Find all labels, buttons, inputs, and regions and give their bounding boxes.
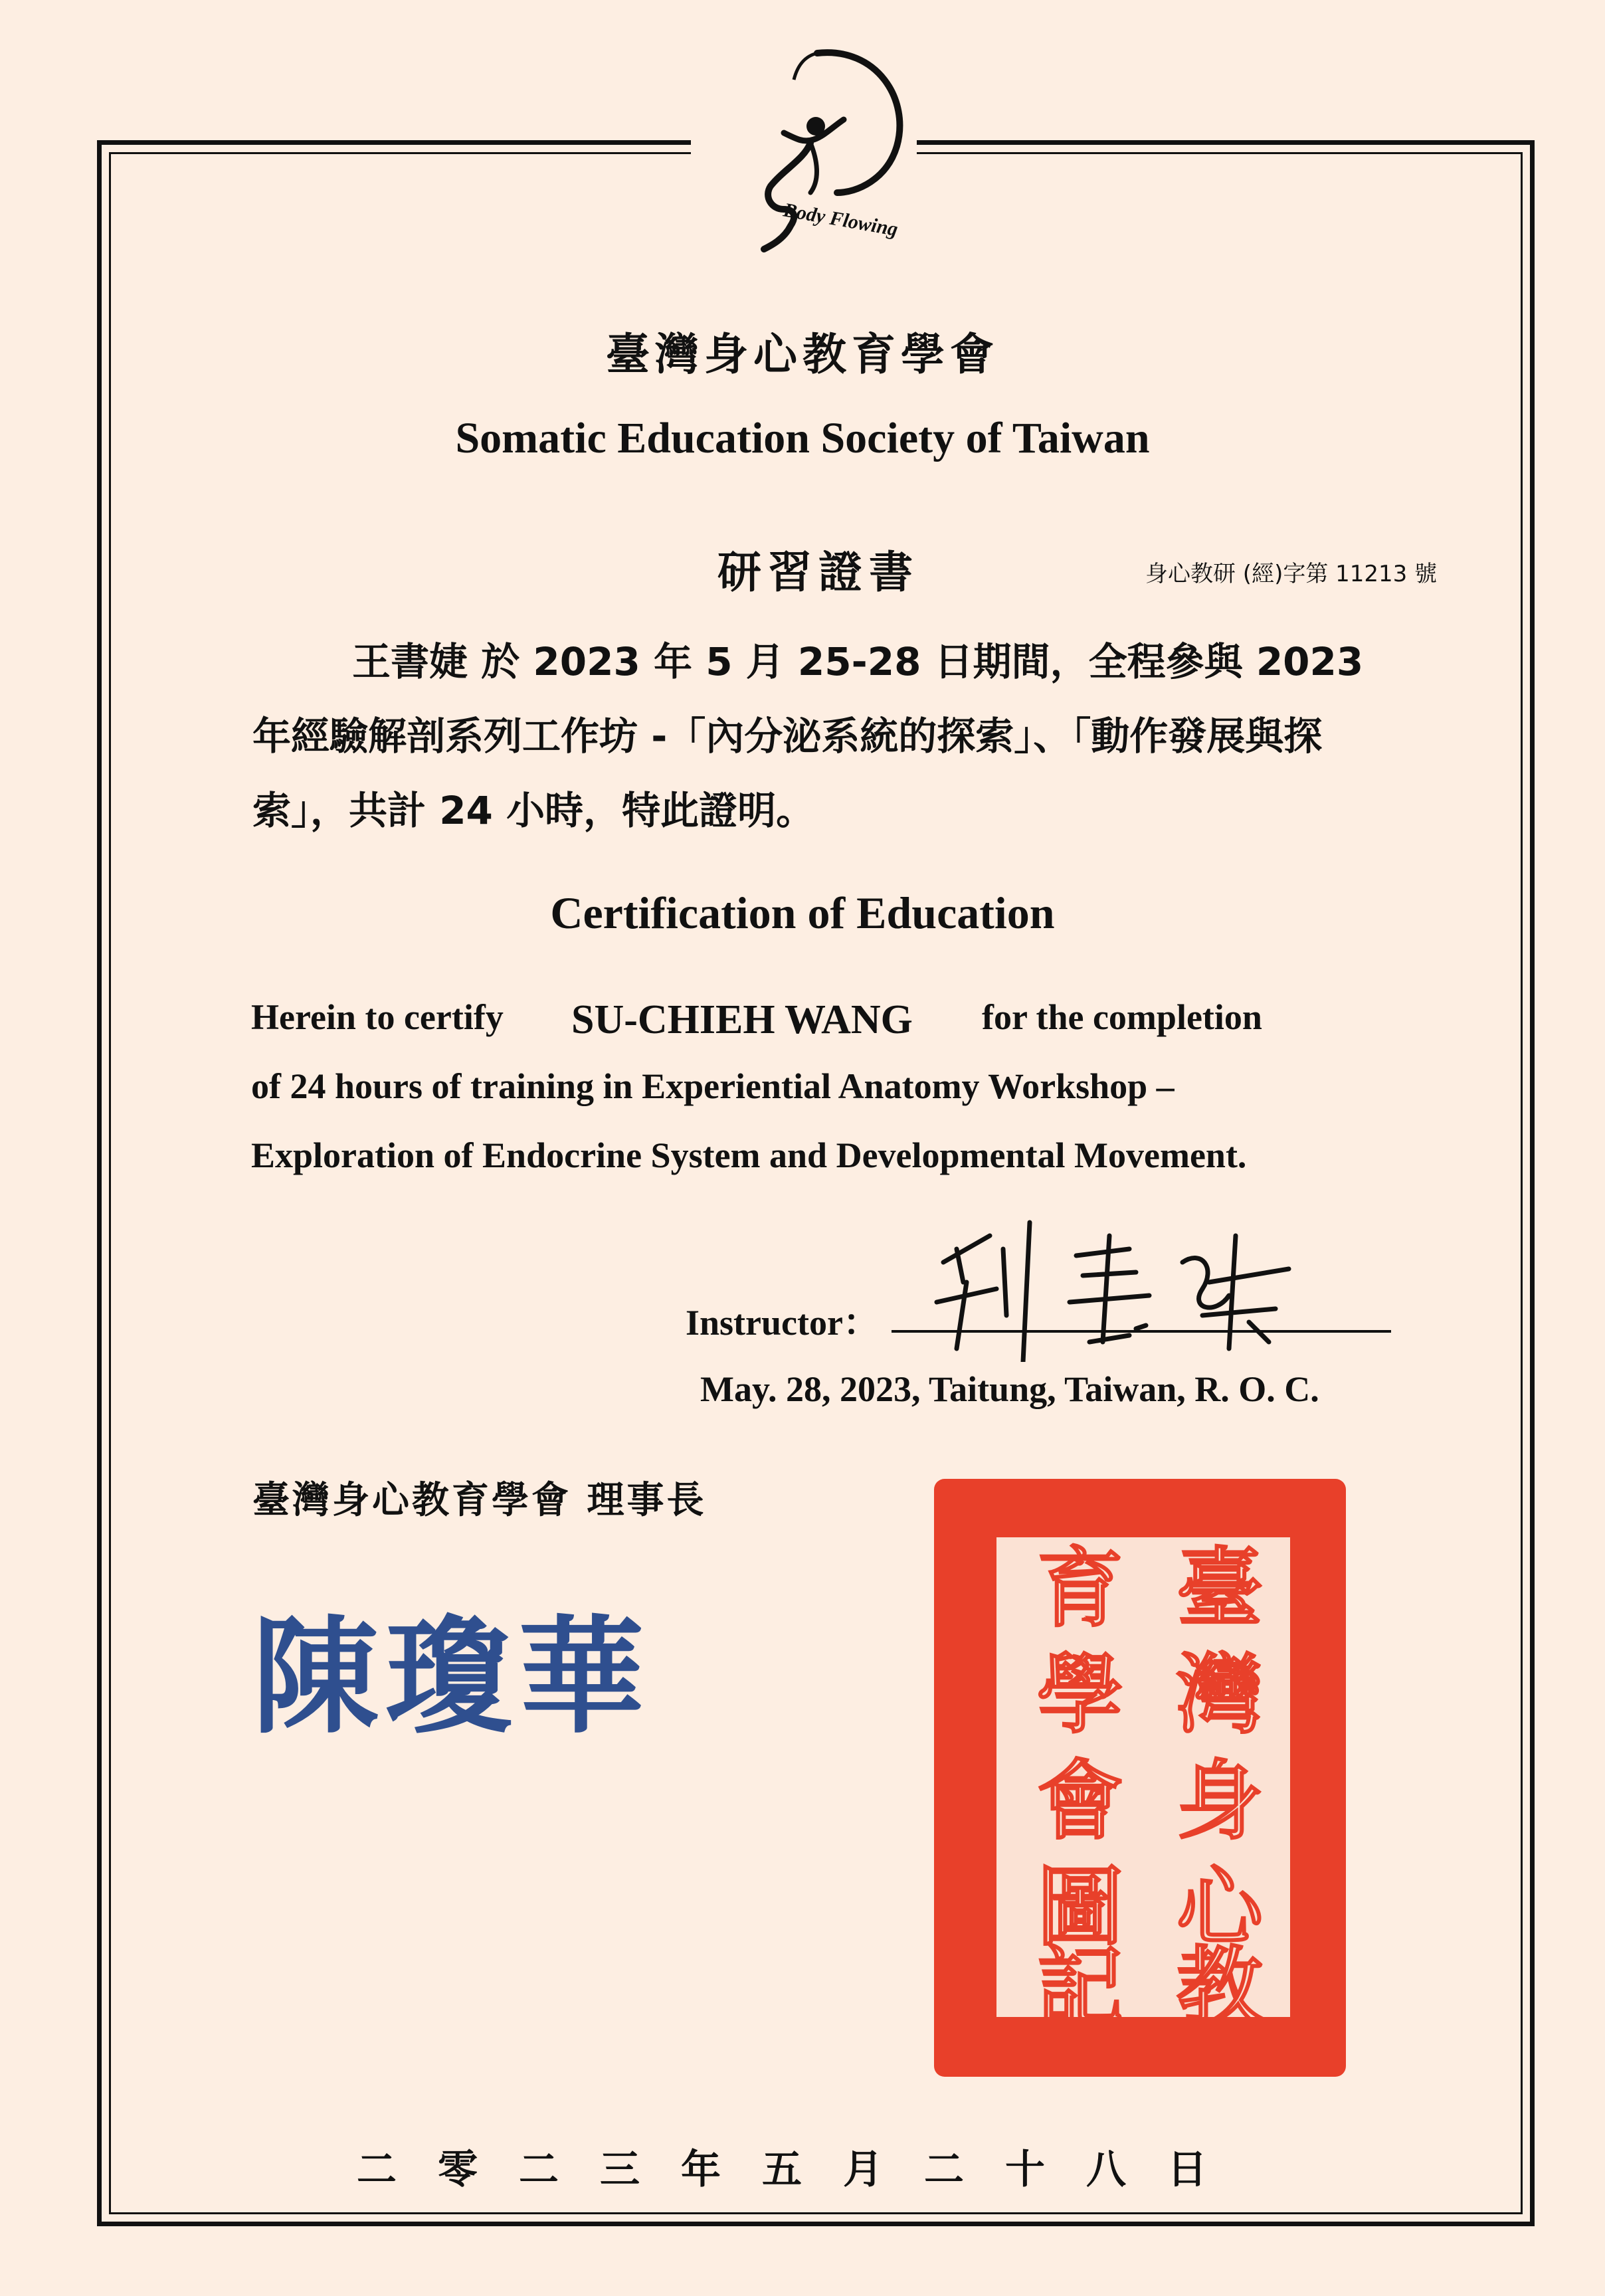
training-text: of 24 hours of training in Experiential Anatomy Workshop – [251,1066,1175,1106]
certificate-title-zh: 研習證書 [717,547,919,598]
instructor-signature [917,1209,1329,1362]
recipient-name: SU-CHIEH WANG [571,997,913,1042]
date-and-place: May. 28, 2023, Taitung, Taiwan, R. O. C. [700,1369,1319,1409]
svg-text:記: 記 [1036,1937,1124,2038]
svg-text:灣: 灣 [1176,1644,1264,1745]
serial-number: 身心教研 (經)字第 11213 號 [1145,561,1438,587]
instructor-label: Instructor： [686,1303,879,1343]
svg-text:圖: 圖 [1036,1857,1124,1958]
completion-text: for the completion [982,997,1262,1037]
chairman-title: 臺灣身心教育學會 理事長 [252,1479,707,1522]
org-name-en: Somatic Education Society of Taiwan [455,414,1150,462]
svg-text:臺: 臺 [1176,1538,1264,1639]
certificate-body-zh [252,624,1408,848]
body-zh-text: 王書婕 於 2023 年 5 月 25-28 日期間，全程參與 2023 年經驗解剖系列工作坊 -「內分泌系統的探索」、「動作發展與探索」，共計 24 小時，特此證明。 [252,639,1364,833]
org-name-zh: 臺灣身心教育學會 [606,329,999,380]
certify-text: Herein to certify [251,997,504,1037]
chairman-signature-text: 陳瓊華 [252,1602,652,1751]
workshop-text: Exploration of Endocrine System and Developmental Movement. [251,1135,1247,1175]
body-flowing-logo [704,27,917,266]
svg-text:育: 育 [1036,1538,1124,1639]
svg-text:學: 學 [1036,1644,1124,1745]
svg-text:身: 身 [1176,1751,1264,1852]
seal-text: 臺灣身心教育學會圖記 [927,1472,934,1473]
svg-text:會: 會 [1036,1751,1124,1852]
logo-text: Body Flowing [781,199,900,241]
instructor-signature-text: 劉美時 [917,1209,919,1210]
issue-date-zh: 二零二三年五月二十八日 [357,2147,1248,2193]
svg-text:教: 教 [1176,1937,1264,2038]
chairman-signature [252,1594,664,1754]
svg-text:心: 心 [1176,1857,1264,1958]
certificate-title-en: Certification of Education [550,888,1055,938]
official-seal [927,1472,1353,2083]
